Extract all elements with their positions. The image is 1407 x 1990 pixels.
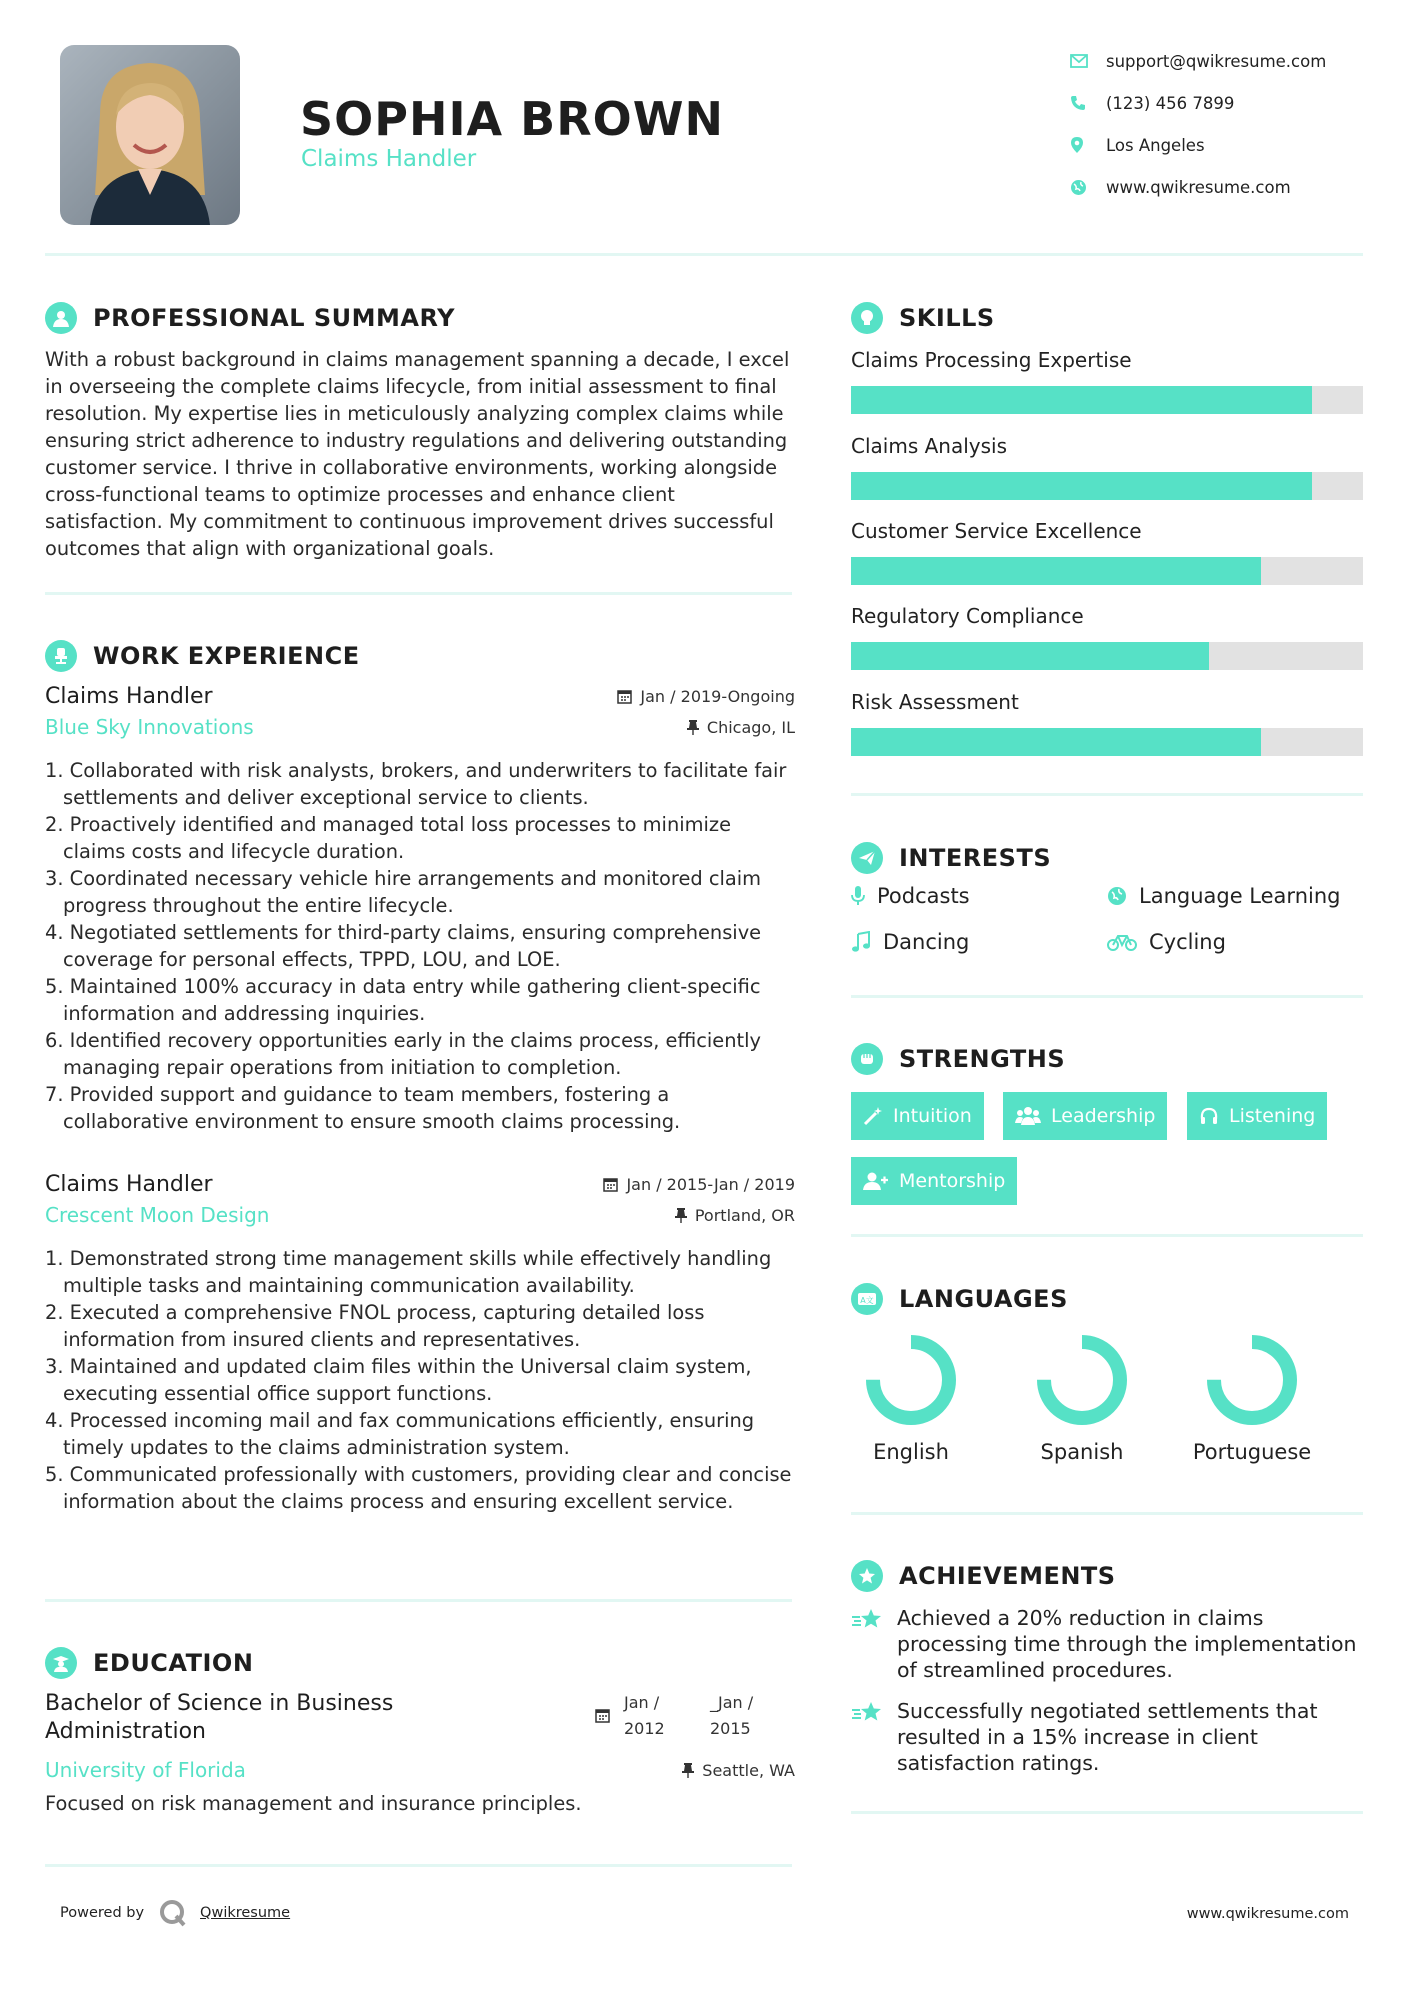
achievement-item [851,1698,1371,1776]
job-date-text: Jan / 2015-Jan / 2019 [626,1175,795,1194]
summary-title: PROFESSIONAL SUMMARY [93,304,456,332]
language-name: Spanish [1040,1440,1124,1464]
languages-heading [851,1283,1068,1315]
interest-label: Dancing [883,930,970,954]
education-school: University of Florida [45,1758,246,1782]
summary-text: With a robust background in claims management spanning a decade, I excel in overseeing the complete claims lifecycle, from initial assessment to final resolution. My expertise lies in meticulously analyzing complex claims while ensuring strict adherence to industry regulations and delivering outstanding customer service. I thrive in collaborative environments, working alongside cross-functional teams to optimize processes and enhance client satisfaction. My commitment to continuous improvement drives successful outcomes that align with organizational goals. [45,348,790,560]
job-title: Claims Handler [45,684,213,709]
summary-heading [45,302,455,334]
contact-location [1070,124,1390,166]
achievements-divider [851,1811,1363,1814]
bullet-item: 3. Maintained and updated claim files within the Universal claim system, executing essential office support functions. [45,1355,752,1405]
strength-tag [1003,1092,1167,1140]
phone-icon [1070,95,1106,111]
education-location [682,1761,795,1780]
skill-item [851,348,1363,414]
education-location-text: Seattle, WA [702,1760,795,1780]
education-start-month: Jan / [624,1693,660,1712]
skill-name: Claims Processing Expertise [851,348,1132,372]
job-location [675,1206,795,1225]
education-divider [45,1864,792,1867]
job-location-text: Chicago, IL [706,717,795,737]
microphone-icon [851,885,865,907]
education-end-year: 2015 [710,1719,751,1738]
paper-plane-icon [851,842,883,874]
skill-bar [851,472,1363,500]
interest-label: Podcasts [877,884,970,908]
skill-item [851,690,1363,756]
job-bullets [45,1245,795,1515]
education-end-month: _Jan / [710,1693,754,1712]
user-plus-icon [863,1171,889,1191]
strength-tag [1187,1092,1327,1140]
language-gauge [1202,1330,1302,1430]
job-bullets [45,757,795,1135]
experience-divider [45,1599,792,1602]
education-start [624,1690,696,1742]
bullet-item: 4. Processed incoming mail and fax communications efficiently, ensuring timely updates to the claims administration system. [45,1409,755,1459]
skill-name: Risk Assessment [851,690,1019,714]
bullet-item: 6. Identified recovery opportunities early in the claims process, efficiently managing repair operations from initiation to completion. [45,1029,761,1079]
job-entry [45,1172,795,1515]
strength-label: Listening [1229,1105,1316,1127]
bullet-item: 4. Negotiated settlements for third-party claims, ensuring comprehensive coverage for personal effects, TPPD, LOU, and LOE. [45,921,762,971]
skill-bar [851,386,1363,414]
education-title: EDUCATION [93,1649,254,1677]
contact-phone-text: (123) 456 7899 [1106,93,1235,113]
footer-website[interactable]: www.qwikresume.com [1186,1906,1349,1922]
strength-tag [851,1157,1017,1205]
job-date [603,1175,795,1194]
map-pin-icon [1070,136,1106,154]
contact-phone[interactable] [1070,82,1390,124]
skill-bar-fill [851,728,1261,756]
qwikresume-logo-icon [158,1898,188,1928]
profile-photo [60,45,240,225]
languages-divider [851,1512,1363,1515]
contact-location-text: Los Angeles [1106,135,1205,155]
education-start-year: 2012 [624,1719,665,1738]
skill-item [851,434,1363,500]
strengths-divider [851,1234,1363,1237]
job-title: Claims Handler [45,1172,213,1197]
bicycle-icon [1107,932,1137,952]
interest-item [1107,884,1340,908]
education-degree: Bachelor of Science in Business Administration [45,1691,394,1744]
calendar-icon [595,1708,610,1723]
education-description: Focused on risk management and insurance principles. [45,1792,582,1815]
contact-email[interactable] [1070,40,1390,82]
language-icon [851,1283,883,1315]
globe-icon [1070,179,1106,196]
user-icon [45,302,77,334]
contact-list [1070,40,1390,208]
interest-item [851,930,969,954]
education-dates [595,1690,782,1742]
skill-bar [851,728,1363,756]
contact-website[interactable] [1070,166,1390,208]
bullet-item: 5. Communicated professionally with customers, providing clear and concise information about the claims process and ensuring excellent service. [45,1463,792,1513]
shooting-star-icon [851,1605,897,1683]
lightbulb-icon [851,302,883,334]
footer-powered-label: Powered by [60,1905,145,1921]
skill-item [851,519,1363,585]
footer-powered [60,1898,290,1928]
languages-title: LANGUAGES [899,1285,1068,1313]
bullet-item: 3. Coordinated necessary vehicle hire arrangements and monitored claim progress throughout the entire lifecycle. [45,867,762,917]
strength-label: Mentorship [899,1170,1006,1192]
skill-bar [851,642,1363,670]
language-name: English [873,1440,949,1464]
skill-bar [851,557,1363,585]
language-item [1012,1330,1152,1464]
skills-heading [851,302,995,334]
shooting-star-icon [851,1698,897,1776]
skill-bar-fill [851,642,1209,670]
skills-title: SKILLS [899,304,995,332]
candidate-name: SOPHIA BROWN [300,92,725,146]
skill-bar-fill [851,386,1312,414]
globe-icon [1107,886,1127,906]
envelope-icon [1070,54,1106,68]
footer-brand-link[interactable]: Qwikresume [200,1905,291,1921]
contact-website-text: www.qwikresume.com [1106,177,1291,197]
graduate-icon [45,1647,77,1679]
job-company: Crescent Moon Design [45,1203,270,1227]
svg-text:A文: A文 [860,1296,874,1305]
achievements-title: ACHIEVEMENTS [899,1562,1116,1590]
strength-tag [851,1092,984,1140]
bullet-item: 2. Executed a comprehensive FNOL process, capturing detailed loss information from insured clients and representatives. [45,1301,705,1351]
interests-heading [851,842,1051,874]
achievement-text: Successfully negotiated settlements that resulted in a 15% increase in client satisfaction ratings. [897,1699,1318,1775]
experience-title: WORK EXPERIENCE [93,642,360,670]
strength-label: Intuition [893,1105,972,1127]
skill-bar-fill [851,557,1261,585]
skill-bar-fill [851,472,1312,500]
skill-name: Regulatory Compliance [851,604,1084,628]
job-date-text: Jan / 2019-Ongoing [640,687,795,706]
interest-label: Cycling [1149,930,1226,954]
pushpin-icon [682,1763,694,1778]
language-gauge [861,1330,961,1430]
users-icon [1015,1106,1041,1126]
achievements-heading [851,1560,1116,1592]
education-entry [45,1690,795,1815]
calendar-icon [617,689,632,704]
interest-item [851,884,970,908]
calendar-icon [603,1177,618,1192]
contact-email-text: support@qwikresume.com [1106,51,1327,71]
bullet-item: 5. Maintained 100% accuracy in data entry while gathering client-specific information and addressing inquiries. [45,975,761,1025]
interests-title: INTERESTS [899,844,1052,872]
job-date [617,687,795,706]
bullet-item: 1. Collaborated with risk analysts, brokers, and underwriters to facilitate fair settlements and deliver exceptional service to clients. [45,759,787,809]
strength-label: Leadership [1051,1105,1156,1127]
achievement-item [851,1605,1371,1683]
fist-icon [851,1043,883,1075]
summary-divider [45,592,792,595]
star-icon [851,1560,883,1592]
chair-icon [45,640,77,672]
language-gauge [1032,1330,1132,1430]
job-entry [45,684,795,1135]
bullet-item: 2. Proactively identified and managed total loss processes to minimize claims costs and lifecycle duration. [45,813,732,863]
job-location [687,718,795,737]
bullet-item: 7. Provided support and guidance to team members, fostering a collaborative environment to ensure smooth claims processing. [45,1083,681,1133]
interests-divider [851,995,1363,998]
language-item [1182,1330,1322,1464]
language-item [841,1330,981,1464]
magic-wand-icon [863,1106,883,1126]
experience-heading [45,640,360,672]
pushpin-icon [687,720,699,735]
skill-name: Claims Analysis [851,434,1007,458]
job-company: Blue Sky Innovations [45,715,254,739]
education-heading [45,1647,253,1679]
bullet-item: 1. Demonstrated strong time management skills while effectively handling multiple tasks and maintaining communication availability. [45,1247,772,1297]
education-end [710,1690,782,1742]
job-location-text: Portland, OR [694,1205,795,1225]
skills-divider [851,793,1363,796]
music-note-icon [851,931,871,953]
headphones-icon [1199,1106,1219,1126]
skill-name: Customer Service Excellence [851,519,1142,543]
pushpin-icon [675,1208,687,1223]
strengths-title: STRENGTHS [899,1045,1066,1073]
interest-label: Language Learning [1139,884,1341,908]
interest-item [1107,930,1226,954]
candidate-title: Claims Handler [301,146,477,172]
strengths-heading [851,1043,1065,1075]
header-divider [45,253,1363,256]
language-name: Portuguese [1192,1440,1312,1464]
skill-item [851,604,1363,670]
achievement-text: Achieved a 20% reduction in claims processing time through the implementation of streamlined procedures. [897,1606,1357,1682]
